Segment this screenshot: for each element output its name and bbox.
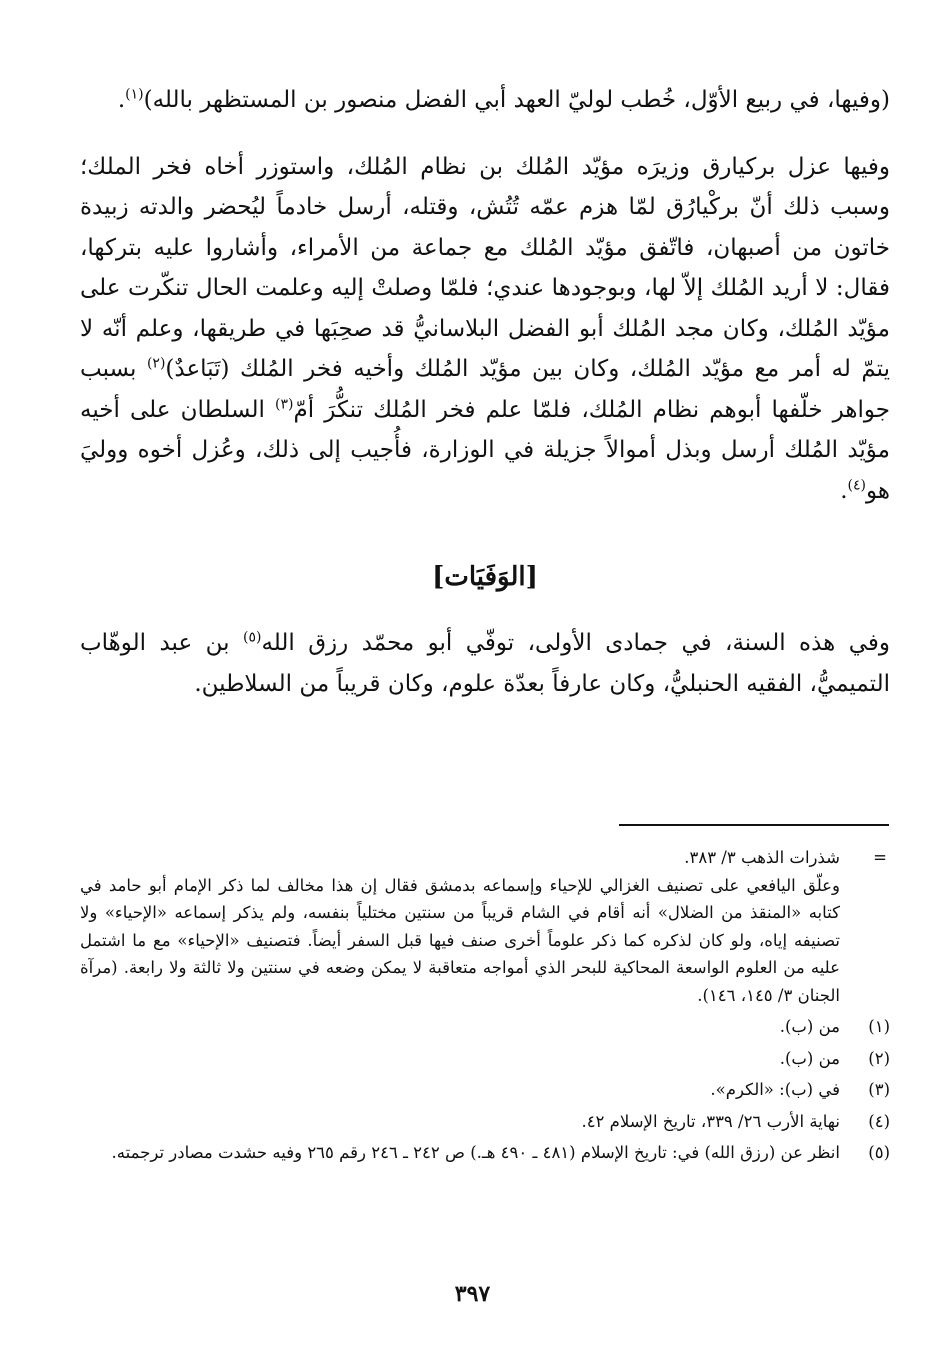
paragraph-text: السلطان على أخيه مؤيّد المُلك أرسل وبذل أموالاً جزيلة في الوزارة، فأُجيب إلى ذلك، وعُزل أخوه ووليَ هو [80,396,890,504]
paragraph-text: (وفيها، في ربيع الأوّل، خُطب لوليّ العهد أبي الفضل منصور بن المستظهر بالله) [143,87,890,113]
footnote-separator [619,824,889,826]
footnote-text: من (ب). [779,1017,840,1036]
paragraph-text: . [840,477,848,504]
footnote-item [80,1108,890,1136]
paragraph-text: بن عبد الوهّاب التميميُّ، الفقيه الحنبليُّ، وكان عارفاً بعدّة علوم، وكان قريباً من السلاطين. [80,630,890,697]
paragraph [80,623,890,704]
paragraph [80,147,890,512]
paragraph-text: بسبب جواهر خلّفها أبوهم نظام المُلك، فلمّا علم فخر المُلك تنكُّرَ أمّ [80,356,890,423]
footnote-text: انظر عن (رزق الله) في: تاريخ الإسلام (٤٨١ ـ ٤٩٠ هـ.) ص ٢٤٢ ـ ٢٤٦ رقم ٢٦٥ وفيه حشدت مصادر ترجمته. [111,1143,840,1162]
footnote-ref: (٤) [847,476,866,493]
paragraph [80,80,890,121]
footnote-number: (٥) [868,1143,890,1162]
footnote-text: من (ب). [779,1048,840,1068]
paragraph-text: . [117,87,126,113]
page-number: ٣٩٧ [454,1281,491,1307]
footnote-number: (٣) [868,1080,890,1099]
footnote-number: (٢) [868,1048,890,1068]
footnote-continuation [80,844,890,1009]
footnote-item [80,1076,890,1104]
continuation-mark: = [873,848,887,867]
footnote-text: نهاية الأرب ٢٦/ ٣٣٩، تاريخ الإسلام ٤٢. [581,1111,840,1131]
footnote-line: شذرات الذهب ٣/ ٣٨٣. [684,848,840,867]
footnote-ref: (٢) [146,355,166,372]
footnote-number: (٤) [868,1111,890,1131]
footnote-item [80,1045,890,1073]
footnote-ref: (١) [125,86,144,103]
footnote-text: في (ب): «الكرم». [710,1080,840,1099]
footnote-number: (١) [868,1017,890,1036]
footnote-item [80,1013,890,1041]
paragraph-text: وفي هذه السنة، في جمادى الأولى، توفّي أبو محمّد رزق الله [261,630,890,656]
main-text [80,80,890,704]
paragraph-text: وفيها عزل بركيارق وزيرَه مؤيّد المُلك بن نظام المُلك، واستوزر أخاه فخر الملك؛ وسبب ذلك أنّ بركْيارُق لمّا هزم عمّه تُتُش، وقتله، أرسل خادماً ليُحضر والدته زبيدة خاتون من أصبهان، فاتّفق مؤيّد المُلك مع جماعة من الأمراء، وأشاروا عليه بتركها، فقال: لا أريد المُلك إلاّ لها، وبوجودها عندي؛ فلمّا وصلتْ إليه وعلمت الحال تنكّرت على مؤيّد المُلك، وكان مجد المُلك أبو الفضل البلاسانيُّ قد صحِبَها في طريقها، وعلم أنّه لا يتمّ له أمر مع مؤيّد المُلك، وكان بين مؤيّد المُلك وأخيه فخر المُلك (تَبَاعدٌ) [80,153,890,382]
footnotes [80,844,890,1167]
section-heading: [الوَفَيَات] [432,562,538,592]
footnote-line: وعلّق اليافعي على تصنيف الغزالي للإحياء وإسماعه بدمشق فقال إن هذا مخالف لما ذكر الإمام أبو حامد في كتابه «المنقذ من الضلال» أنه أقام في الشام قريباً من سنتين مختلياً بنفسه، ولم يذكر إسماعه «الإحياء» ولا تصنيفه إياه، ولو كان لذكره كما ذكر علوماً أخرى صنف فيها قبل السفر أيضاً. فتصنيف «الإحياء» مع ما اشتمل عليه من العلوم الواسعة المحاكية للبحر الذي أمواجه متعاقبة لا يمكن وضعه في سنتين ولا ثالثة ولا رابعة. (مرآة الجنان ٣/ ١٤٥، ١٤٦). [80,875,840,1005]
footnote-ref: (٣) [275,395,294,412]
footnote-item [80,1139,890,1167]
footnote-ref: (٥) [242,629,262,646]
